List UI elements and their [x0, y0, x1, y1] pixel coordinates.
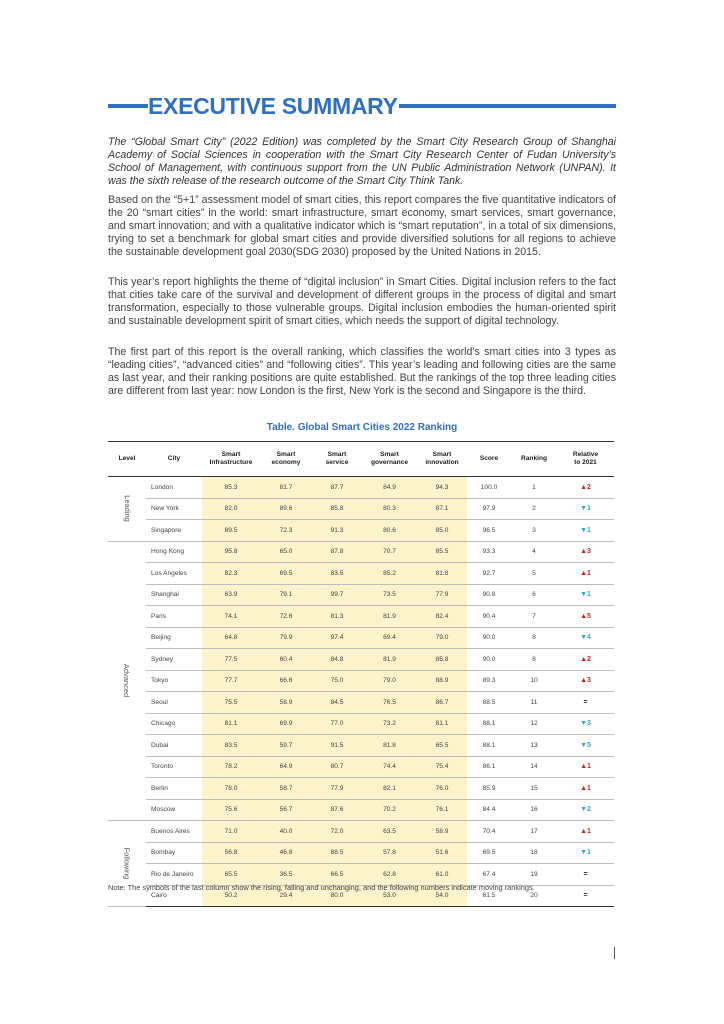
table-row: [108, 477, 614, 499]
table-row: [108, 799, 614, 821]
innovation-cell: 61.0: [417, 864, 467, 886]
score-cell: 88.1: [467, 713, 511, 735]
header-economy: Smart economy: [260, 442, 312, 477]
service-cell: 91.3: [312, 520, 362, 542]
score-cell: 97.9: [467, 498, 511, 520]
score-cell: 90.0: [467, 649, 511, 671]
infra-cell: 75.6: [202, 799, 260, 821]
city-cell: Berlin: [146, 778, 202, 800]
infra-cell: 64.8: [202, 627, 260, 649]
table-row: [108, 520, 614, 542]
innovation-cell: 77.9: [417, 584, 467, 606]
table-row: [108, 692, 614, 714]
innovation-cell: 86.7: [417, 692, 467, 714]
governance-cell: 62.8: [362, 864, 417, 886]
service-cell: 75.0: [312, 670, 362, 692]
relative-change-cell: ▲2: [557, 477, 614, 499]
score-cell: 67.4: [467, 864, 511, 886]
ranking-table: [108, 441, 614, 907]
score-cell: 88.1: [467, 735, 511, 757]
score-cell: 85.9: [467, 778, 511, 800]
relative-change-cell: ▼5: [557, 735, 614, 757]
governance-cell: 70.7: [362, 541, 417, 563]
infra-cell: 81.1: [202, 713, 260, 735]
economy-cell: 58.9: [260, 692, 312, 714]
table-header-row: [108, 442, 614, 477]
relative-change-cell: =: [557, 885, 614, 907]
innovation-cell: 65.5: [417, 735, 467, 757]
service-cell: 88.5: [312, 842, 362, 864]
table-row: [108, 541, 614, 563]
city-cell: Chicago: [146, 713, 202, 735]
innovation-cell: 88.9: [417, 670, 467, 692]
innovation-cell: 85.0: [417, 520, 467, 542]
governance-cell: 74.4: [362, 756, 417, 778]
table-row: [108, 713, 614, 735]
economy-cell: 60.4: [260, 649, 312, 671]
ranking-cell: 20: [511, 885, 557, 907]
score-cell: 88.5: [467, 692, 511, 714]
service-cell: 72.0: [312, 821, 362, 843]
ranking-cell: 10: [511, 670, 557, 692]
governance-cell: 73.2: [362, 713, 417, 735]
table-row: [108, 821, 614, 843]
economy-cell: 72.6: [260, 606, 312, 628]
header-relative: Relative to 2021: [557, 442, 614, 477]
header-governance: Smart governance: [362, 442, 417, 477]
governance-cell: 85.2: [362, 563, 417, 585]
infra-cell: 89.5: [202, 520, 260, 542]
infra-cell: 50.2: [202, 885, 260, 907]
relative-change-cell: ▼1: [557, 842, 614, 864]
heading-rule-left: [108, 104, 148, 108]
relative-change-cell: ▼1: [557, 520, 614, 542]
table-row: [108, 563, 614, 585]
relative-change-cell: ▲3: [557, 541, 614, 563]
intro-paragraph: The “Global Smart City” (2022 Edition) was completed by the Smart City Research Group of Shanghai Academy of Social Sciences in cooperation with the Smart City Research Center of Fudan University’s School of Management, with continuous support from the UN Public Administration Network (UNPAN). It was the sixth release of the research outcome of the Smart City Think Tank.: [108, 136, 616, 187]
infra-cell: 75.5: [202, 692, 260, 714]
governance-cell: 63.5: [362, 821, 417, 843]
score-cell: 89.3: [467, 670, 511, 692]
ranking-cell: 19: [511, 864, 557, 886]
governance-cell: 81.9: [362, 606, 417, 628]
city-cell: Dubai: [146, 735, 202, 757]
score-cell: 92.7: [467, 563, 511, 585]
header-level: Level: [108, 442, 146, 477]
score-cell: 90.8: [467, 584, 511, 606]
relative-change-cell: ▲5: [557, 606, 614, 628]
score-cell: 86.1: [467, 756, 511, 778]
relative-change-cell: ▼2: [557, 799, 614, 821]
ranking-cell: 14: [511, 756, 557, 778]
score-cell: 84.4: [467, 799, 511, 821]
score-cell: 61.5: [467, 885, 511, 907]
table-row: [108, 735, 614, 757]
innovation-cell: 94.3: [417, 477, 467, 499]
innovation-cell: 54.0: [417, 885, 467, 907]
city-cell: Toronto: [146, 756, 202, 778]
economy-cell: 36.5: [260, 864, 312, 886]
service-cell: 77.0: [312, 713, 362, 735]
service-cell: 91.5: [312, 735, 362, 757]
table-row: [108, 584, 614, 606]
governance-cell: 76.5: [362, 692, 417, 714]
ranking-cell: 15: [511, 778, 557, 800]
city-cell: Singapore: [146, 520, 202, 542]
header-score: Score: [467, 442, 511, 477]
infra-cell: 63.9: [202, 584, 260, 606]
governance-cell: 81.9: [362, 649, 417, 671]
city-cell: Seoul: [146, 692, 202, 714]
score-cell: 70.4: [467, 821, 511, 843]
infra-cell: 78.0: [202, 778, 260, 800]
innovation-cell: 81.8: [417, 563, 467, 585]
economy-cell: 79.9: [260, 627, 312, 649]
relative-change-cell: ▼3: [557, 713, 614, 735]
infra-cell: 83.5: [202, 735, 260, 757]
table-row: [108, 670, 614, 692]
innovation-cell: 81.1: [417, 713, 467, 735]
table-row: [108, 498, 614, 520]
city-cell: Bombay: [146, 842, 202, 864]
ranking-cell: 11: [511, 692, 557, 714]
ranking-cell: 17: [511, 821, 557, 843]
infra-cell: 78.2: [202, 756, 260, 778]
table-note: Note: The symbols of the last column show the rising, falling and unchanging, and the following numbers indicate moving rankings.: [108, 883, 535, 892]
city-cell: Tokyo: [146, 670, 202, 692]
governance-cell: 79.0: [362, 670, 417, 692]
score-cell: 69.5: [467, 842, 511, 864]
level-group-cell: [108, 541, 146, 821]
city-cell: Buenos Aires: [146, 821, 202, 843]
header-city: City: [146, 442, 202, 477]
page-title: EXECUTIVE SUMMARY: [148, 93, 398, 119]
header-infrastructure: Smart Infrastructure: [202, 442, 260, 477]
section-heading: [108, 92, 616, 120]
relative-change-cell: ▲1: [557, 778, 614, 800]
economy-cell: 64.9: [260, 756, 312, 778]
infra-cell: 82.0: [202, 498, 260, 520]
city-cell: Beijing: [146, 627, 202, 649]
heading-rule-right: [399, 104, 616, 108]
service-cell: 84.8: [312, 649, 362, 671]
infra-cell: 56.8: [202, 842, 260, 864]
governance-cell: 53.0: [362, 885, 417, 907]
infra-cell: 85.3: [202, 477, 260, 499]
level-label: Leading: [122, 495, 132, 523]
ranking-cell: 5: [511, 563, 557, 585]
score-cell: 90.0: [467, 627, 511, 649]
score-cell: 96.5: [467, 520, 511, 542]
economy-cell: 69.9: [260, 713, 312, 735]
relative-change-cell: ▲3: [557, 670, 614, 692]
ranking-cell: 8: [511, 649, 557, 671]
economy-cell: 66.6: [260, 670, 312, 692]
innovation-cell: 75.4: [417, 756, 467, 778]
score-cell: 93.3: [467, 541, 511, 563]
relative-change-cell: =: [557, 692, 614, 714]
relative-change-cell: ▼4: [557, 627, 614, 649]
innovation-cell: 85.5: [417, 541, 467, 563]
city-cell: Cairo: [146, 885, 202, 907]
relative-change-cell: ▲2: [557, 649, 614, 671]
body-paragraph-3: The first part of this report is the overall ranking, which classifies the world’s smart cities into 3 types as “leading cities”, “advanced cities” and “following cities”. This year’s leading and following cities are the same as last year, and their ranking positions are quite established. But the rankings of the top three leading cities are different from last year: now London is the first, New York is the second and Singapore is the third.: [108, 346, 616, 397]
page-number-mark: [614, 947, 615, 959]
city-cell: Los Angeles: [146, 563, 202, 585]
relative-change-cell: ▲1: [557, 821, 614, 843]
governance-cell: 82.1: [362, 778, 417, 800]
economy-cell: 81.7: [260, 477, 312, 499]
body-paragraph-2: This year’s report highlights the theme of “digital inclusion” in Smart Cities. Digital inclusion refers to the fact that cities take care of the survival and development of different groups in the process of digital and smart transformation, especially to those vulnerable groups. Digital inclusion embodies the human-oriented spirit and sustainable development spirit of smart cities, which needs the support of digital technology.: [108, 276, 616, 327]
ranking-cell: 12: [511, 713, 557, 735]
economy-cell: 58.7: [260, 778, 312, 800]
economy-cell: 29.4: [260, 885, 312, 907]
innovation-cell: 58.9: [417, 821, 467, 843]
economy-cell: 89.6: [260, 498, 312, 520]
economy-cell: 56.7: [260, 799, 312, 821]
infra-cell: 71.0: [202, 821, 260, 843]
infra-cell: 95.8: [202, 541, 260, 563]
ranking-cell: 2: [511, 498, 557, 520]
service-cell: 87.8: [312, 541, 362, 563]
city-cell: Hong Kong: [146, 541, 202, 563]
city-cell: Shanghai: [146, 584, 202, 606]
city-cell: Rio de Janeiro: [146, 864, 202, 886]
ranking-cell: 4: [511, 541, 557, 563]
governance-cell: 80.3: [362, 498, 417, 520]
ranking-cell: 1: [511, 477, 557, 499]
table-row: [108, 606, 614, 628]
economy-cell: 72.3: [260, 520, 312, 542]
economy-cell: 40.0: [260, 821, 312, 843]
infra-cell: 77.5: [202, 649, 260, 671]
economy-cell: 59.7: [260, 735, 312, 757]
infra-cell: 82.3: [202, 563, 260, 585]
service-cell: 77.9: [312, 778, 362, 800]
infra-cell: 77.7: [202, 670, 260, 692]
ranking-cell: 6: [511, 584, 557, 606]
city-cell: Paris: [146, 606, 202, 628]
level-label: Following: [122, 847, 132, 880]
city-cell: Sydney: [146, 649, 202, 671]
governance-cell: 73.5: [362, 584, 417, 606]
header-service: Smart service: [312, 442, 362, 477]
service-cell: 81.3: [312, 606, 362, 628]
relative-change-cell: ▲1: [557, 756, 614, 778]
ranking-cell: 13: [511, 735, 557, 757]
service-cell: 80.7: [312, 756, 362, 778]
relative-change-cell: ▲1: [557, 563, 614, 585]
city-cell: London: [146, 477, 202, 499]
relative-change-cell: =: [557, 864, 614, 886]
governance-cell: 70.2: [362, 799, 417, 821]
table-row: [108, 842, 614, 864]
governance-cell: 80.6: [362, 520, 417, 542]
service-cell: 83.5: [312, 563, 362, 585]
governance-cell: 81.8: [362, 735, 417, 757]
infra-cell: 74.1: [202, 606, 260, 628]
body-paragraph-1: Based on the “5+1” assessment model of smart cities, this report compares the five quantitative indicators of the 20 “smart cities” in the world: smart infrastructure, smart economy, smart services, smart governance, and smart innovation; and with a qualitative indicator which is “smart reputation”, in a total of six dimensions, trying to set a benchmark for global smart cities and provide diversified solutions for all regions to achieve the sustainable development goal 2030(SDG 2030) proposed by the United Nations in 2015.: [108, 194, 616, 258]
innovation-cell: 76.0: [417, 778, 467, 800]
economy-cell: 79.1: [260, 584, 312, 606]
relative-change-cell: ▼1: [557, 498, 614, 520]
level-group-cell: [108, 821, 146, 907]
economy-cell: 46.8: [260, 842, 312, 864]
level-group-cell: [108, 477, 146, 542]
service-cell: 87.7: [312, 477, 362, 499]
service-cell: 99.7: [312, 584, 362, 606]
innovation-cell: 79.0: [417, 627, 467, 649]
innovation-cell: 82.4: [417, 606, 467, 628]
city-cell: New York: [146, 498, 202, 520]
service-cell: 80.0: [312, 885, 362, 907]
header-innovation: Smart innovation: [417, 442, 467, 477]
innovation-cell: 87.1: [417, 498, 467, 520]
infra-cell: 65.5: [202, 864, 260, 886]
service-cell: 97.4: [312, 627, 362, 649]
table-row: [108, 649, 614, 671]
service-cell: 66.5: [312, 864, 362, 886]
ranking-cell: 3: [511, 520, 557, 542]
economy-cell: 65.0: [260, 541, 312, 563]
table-caption: Table. Global Smart Cities 2022 Ranking: [266, 422, 458, 433]
relative-change-cell: ▼1: [557, 584, 614, 606]
ranking-cell: 8: [511, 627, 557, 649]
score-cell: 90.4: [467, 606, 511, 628]
ranking-cell: 7: [511, 606, 557, 628]
header-ranking: Ranking: [511, 442, 557, 477]
level-label: Advanced: [122, 664, 132, 698]
governance-cell: 69.4: [362, 627, 417, 649]
score-cell: 100.0: [467, 477, 511, 499]
table-row: [108, 864, 614, 886]
innovation-cell: 51.6: [417, 842, 467, 864]
innovation-cell: 85.8: [417, 649, 467, 671]
economy-cell: 69.5: [260, 563, 312, 585]
innovation-cell: 76.1: [417, 799, 467, 821]
service-cell: 85.8: [312, 498, 362, 520]
service-cell: 87.6: [312, 799, 362, 821]
ranking-cell: 18: [511, 842, 557, 864]
table-row: [108, 778, 614, 800]
governance-cell: 57.8: [362, 842, 417, 864]
service-cell: 84.5: [312, 692, 362, 714]
governance-cell: 84.9: [362, 477, 417, 499]
ranking-cell: 16: [511, 799, 557, 821]
table-row: [108, 756, 614, 778]
city-cell: Moscow: [146, 799, 202, 821]
table-row: [108, 627, 614, 649]
